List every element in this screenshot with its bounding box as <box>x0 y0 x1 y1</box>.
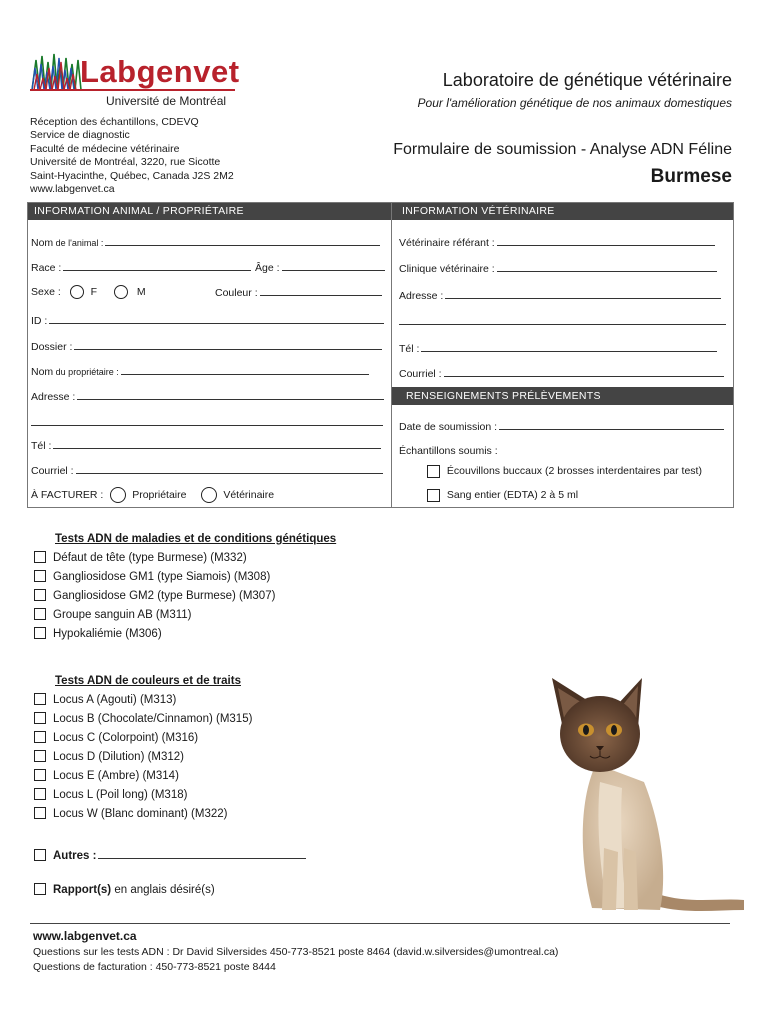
vet-phone-field[interactable]: Tél : <box>399 341 717 355</box>
animal-name-line[interactable] <box>105 235 380 246</box>
logo-subtitle: Université de Montréal <box>106 94 227 108</box>
test-checkbox[interactable] <box>34 627 46 639</box>
lab-title: Laboratoire de génétique vétérinaire <box>442 70 732 90</box>
section-header-sampling: RENSEIGNEMENTS PRÉLÈVEMENTS <box>392 387 733 405</box>
test-item[interactable]: Défaut de tête (type Burmese) (M332) <box>34 552 247 564</box>
animal-name-field[interactable]: Nom de l'animal : <box>31 235 380 249</box>
english-report-option[interactable]: Rapport(s) en anglais désiré(s) <box>34 884 215 896</box>
blood-checkbox[interactable] <box>427 489 440 502</box>
address-line: Service de diagnostic <box>30 129 130 142</box>
id-line[interactable] <box>49 313 384 324</box>
vet-address-line[interactable] <box>445 288 721 299</box>
test-checkbox[interactable] <box>34 788 46 800</box>
test-checkbox[interactable] <box>34 712 46 724</box>
swab-checkbox[interactable] <box>427 465 440 478</box>
vet-email-line[interactable] <box>444 366 724 377</box>
logo-wordmark: Labgenvet <box>80 54 240 89</box>
test-item[interactable]: Gangliosidose GM1 (type Siamois) (M308) <box>34 571 270 583</box>
owner-address-line-2[interactable] <box>31 425 383 426</box>
test-item[interactable]: Locus E (Ambre) (M314) <box>34 770 179 782</box>
test-item[interactable]: Locus A (Agouti) (M313) <box>34 694 176 706</box>
test-checkbox[interactable] <box>34 551 46 563</box>
address-line: Faculté de médecine vétérinaire <box>30 142 180 155</box>
test-checkbox[interactable] <box>34 608 46 620</box>
other-checkbox[interactable] <box>34 849 46 861</box>
footer-website-link[interactable]: www.labgenvet.ca <box>33 929 137 943</box>
test-checkbox[interactable] <box>34 750 46 762</box>
test-checkbox[interactable] <box>34 570 46 582</box>
other-test-field[interactable]: Autres : <box>34 847 306 862</box>
test-item[interactable]: Locus D (Dilution) (M312) <box>34 751 184 763</box>
footer-billing-contact: Questions de facturation : 450-773-8521 poste 8444 <box>33 961 276 973</box>
test-checkbox[interactable] <box>34 589 46 601</box>
section-header-animal: INFORMATION ANIMAL / PROPRIÉTAIRE <box>28 203 391 220</box>
vet-address-field[interactable]: Adresse : <box>399 288 721 302</box>
lab-subtitle: Pour l'amélioration génétique de nos animaux domestiques <box>417 96 732 110</box>
samples-label: Échantillons soumis : <box>399 445 498 457</box>
owner-phone-line[interactable] <box>53 438 381 449</box>
billing-field: À FACTURER : Propriétaire Vétérinaire <box>31 487 274 503</box>
sample-option-blood[interactable]: Sang entier (EDTA) 2 à 5 ml <box>427 489 578 502</box>
footer-divider <box>30 923 730 924</box>
owner-email-line[interactable] <box>76 463 383 474</box>
address-line: Université de Montréal, 3220, rue Sicotte <box>30 156 221 169</box>
sex-m-radio[interactable] <box>114 285 128 299</box>
section-header-vet: INFORMATION VÉTÉRINAIRE <box>392 203 733 220</box>
submission-date-field[interactable]: Date de soumission : <box>399 419 724 433</box>
test-checkbox[interactable] <box>34 769 46 781</box>
owner-email-field[interactable]: Courriel : <box>31 463 383 477</box>
vet-phone-line[interactable] <box>421 341 717 352</box>
test-item[interactable]: Groupe sanguin AB (M311) <box>34 609 192 621</box>
footer-tests-contact: Questions sur les tests ADN : Dr David Silversides 450-773-8521 poste 8464 (david.w.silversides@umontreal.ca) <box>33 946 559 958</box>
owner-name-field[interactable]: Nom du propriétaire : <box>31 364 369 378</box>
breed-line[interactable] <box>63 260 251 271</box>
color-field[interactable]: Couleur : <box>215 285 382 299</box>
form-title: Formulaire de soumission - Analyse ADN Féline <box>393 141 732 158</box>
test-checkbox[interactable] <box>34 693 46 705</box>
disease-tests-title: Tests ADN de maladies et de conditions génétiques <box>55 533 337 545</box>
test-item[interactable]: Locus C (Colorpoint) (M316) <box>34 732 198 744</box>
clinic-line[interactable] <box>497 261 717 272</box>
other-line[interactable] <box>98 847 306 859</box>
file-number-field[interactable]: Dossier : <box>31 339 382 353</box>
test-item[interactable]: Gangliosidose GM2 (type Burmese) (M307) <box>34 590 275 602</box>
vet-email-field[interactable]: Courriel : <box>399 366 724 380</box>
test-checkbox[interactable] <box>34 731 46 743</box>
age-field[interactable]: Âge : <box>255 260 385 274</box>
sex-field: Sexe : F M <box>31 285 146 298</box>
address-line: Saint-Hyacinthe, Québec, Canada J2S 2M2 <box>30 169 234 182</box>
referring-vet-field[interactable]: Vétérinaire référant : <box>399 235 715 249</box>
sender-address <box>30 116 234 196</box>
age-line[interactable] <box>282 260 385 271</box>
address-website: www.labgenvet.ca <box>30 183 115 196</box>
bill-vet-radio[interactable] <box>201 487 217 503</box>
referring-vet-line[interactable] <box>497 235 715 246</box>
breed-field[interactable]: Race : <box>31 260 251 274</box>
burmese-cat-image <box>548 672 748 920</box>
owner-name-line[interactable] <box>121 364 369 375</box>
breed-title: Burmese <box>650 166 732 187</box>
test-checkbox[interactable] <box>34 807 46 819</box>
test-item[interactable]: Locus W (Blanc dominant) (M322) <box>34 808 227 820</box>
sample-option-swab[interactable]: Écouvillons buccaux (2 brosses interdentaires par test) <box>427 465 702 478</box>
file-number-line[interactable] <box>74 339 382 350</box>
submission-date-line[interactable] <box>499 419 724 430</box>
english-report-checkbox[interactable] <box>34 883 46 895</box>
owner-phone-field[interactable]: Tél : <box>31 438 381 452</box>
address-line: Réception des échantillons, CDEVQ <box>30 116 199 128</box>
column-divider <box>391 202 392 508</box>
owner-address-field[interactable]: Adresse : <box>31 389 384 403</box>
vet-address-line-2[interactable] <box>399 324 726 325</box>
clinic-field[interactable]: Clinique vétérinaire : <box>399 261 717 275</box>
test-item[interactable]: Hypokaliémie (M306) <box>34 628 162 640</box>
owner-address-line[interactable] <box>77 389 384 400</box>
id-field[interactable]: ID : <box>31 313 384 327</box>
test-item[interactable]: Locus B (Chocolate/Cinnamon) (M315) <box>34 713 252 725</box>
sex-f-radio[interactable] <box>70 285 84 299</box>
test-item[interactable]: Locus L (Poil long) (M318) <box>34 789 187 801</box>
color-tests-title: Tests ADN de couleurs et de traits <box>55 675 241 687</box>
bill-owner-radio[interactable] <box>110 487 126 503</box>
color-line[interactable] <box>260 285 382 296</box>
